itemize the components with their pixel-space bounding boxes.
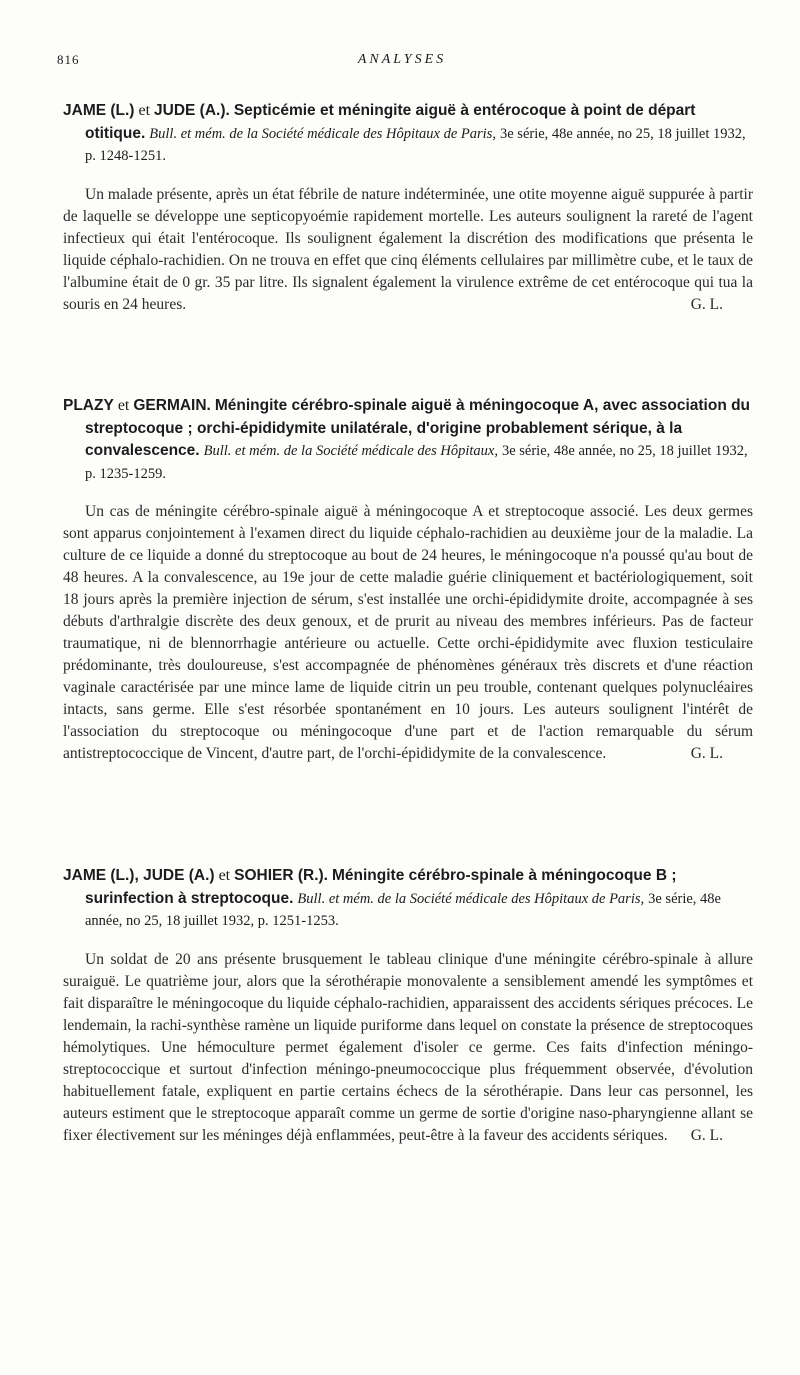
- entry-conjunction: et: [138, 102, 151, 119]
- entry-authors: PLAZY: [63, 397, 114, 414]
- abstract-entry: [63, 395, 753, 765]
- page-number: 816: [57, 52, 80, 67]
- abstract-entry: [63, 865, 753, 1147]
- entry-abstract: [63, 184, 753, 316]
- entry-authors-second: GERMAIN.: [133, 397, 211, 414]
- entry-heading: [63, 865, 753, 933]
- entry-title: Méningite cérébro-spinale à méningocoque B ; surinfection à streptocoque.: [85, 867, 677, 907]
- entry-signature: G. L.: [690, 295, 723, 313]
- entry-authors: JAME (L.): [63, 102, 135, 119]
- entry-title: Méningite cérébro-spinale aiguë à méningocoque A, avec association du streptocoque ; orchi-épididymite unilatérale, d'origine probablement sérique, à la convalescence.: [85, 397, 751, 459]
- entry-heading: [63, 395, 753, 485]
- running-title: ANALYSES: [357, 52, 447, 67]
- abstract-text: Un soldat de 20 ans présente brusquement le tableau clinique d'une méningite cérébro-spinale à allure suraiguë. Le quatrième jour, alors que la sérothérapie monovalente a sensiblement amendé les symptômes et fait disparaître le méningocoque du liquide céphalo-rachidien, apparaissent des accidents sériques précoces. Le lendemain, la rachi-synthèse ramène un liquide puriforme dans lequel on constate la présence de streptocoques hémolytiques. Une hémoculture permet également d'isoler ce germe. Ces faits d'infection méningo-streptococcique et surtout d'infection méningo-pneumococcique plus fréquemment observée, d'évolution habituellement fatale, expliquent en partie certains échecs de la sérothérapie. Dans leur cas personnel, les auteurs estiment que le streptocoque apparaît comme un germe de sortie d'origine naso-pharyngienne allant se fixer électivement sur les méninges déjà enflammées, peut-être à la faveur des accidents sériques.: [63, 950, 753, 1144]
- entry-journal: Bull. et mém. de la Société médicale des Hôpitaux,: [203, 443, 498, 459]
- entry-signature: G. L.: [690, 745, 723, 762]
- entry-citation: 3e série, 48e année, no 25, 18 juillet 1932, p. 1251-1253.: [85, 890, 721, 929]
- entry-authors: JAME (L.), JUDE (A.): [63, 867, 215, 884]
- entry-journal: Bull. et mém. de la Société médicale des Hôpitaux de Paris,: [149, 125, 496, 142]
- entry-authors-second: JUDE (A.).: [154, 102, 230, 119]
- entry-signature: G. L.: [690, 1126, 723, 1144]
- entry-citation: 3e série, 48e année, no 25, 18 juillet 1932, p. 1235-1259.: [85, 443, 748, 482]
- entry-title: Septicémie et méningite aiguë à entérocoque à point de départ otitique.: [85, 102, 696, 142]
- entry-heading: [63, 100, 753, 168]
- abstract-text: Un cas de méningite cérébro-spinale aiguë à méningocoque A et streptocoque associé. Les deux germes sont apparus conjointement à l'examen direct du liquide céphalo-rachidien au deuxième jour de la maladie. La culture de ce liquide a donné du streptocoque au bout de 24 heures, le méningocoque n'a poussé qu'au bout de 48 heures. A la convalescence, au 19e jour de cette maladie guérie cliniquement et bactériologiquement, soit 18 jours après la première injection de sérum, s'est installée une orchi-épididymite droite, accompagnée à ses débuts d'arthralgie discrète des deux genoux, et de prurit au niveau des membres inférieurs. Pas de facteur traumatique, ni de blennorrhagie antérieure ou actuelle. Cette orchi-épididymite avec fluxion testiculaire prédominante, très douloureuse, s'est accompagnée de phénomènes généraux très discrets et d'une réaction vaginale caractérisée par une mince lame de liquide citrin un peu trouble, contenant quelques polynucléaires intacts, sans germe. Elle s'est résorbée spontanément en 10 jours. Les auteurs soulignent l'intérêt de l'association du streptocoque ou méningocoque d'une part et de l'action remarquable du sérum antistreptococcique de Vincent, d'autre part, de l'orchi-épididymite de la convalescence.: [63, 503, 753, 762]
- entry-abstract: [63, 501, 753, 765]
- entry-citation: 3e série, 48e année, no 25, 18 juillet 1932, p. 1248-1251.: [85, 125, 746, 164]
- page-header: [57, 52, 747, 74]
- entry-conjunction: et: [117, 397, 130, 414]
- entry-authors-second: SOHIER (R.).: [234, 867, 328, 884]
- entry-journal: Bull. et mém. de la Société médicale des Hôpitaux de Paris,: [297, 890, 645, 907]
- abstract-entry: [63, 100, 753, 316]
- entry-conjunction: et: [218, 867, 231, 884]
- entry-abstract: [63, 949, 753, 1147]
- abstract-text: Un malade présente, après un état fébrile de nature indéterminée, une otite moyenne aiguë suppurée à partir de laquelle se développe une septicopyoémie rapidement mortelle. Les auteurs soulignent la rareté de l'agent infectieux qui était l'entérocoque. Ils soulignent également la discrétion des modifications que présenta le liquide céphalo-rachidien. On ne trouva en effet que cinq éléments cellulaires par millimètre cube, et le taux de l'albumine était de 0 gr. 35 par litre. Ils signalent également la virulence extrême de cet entérocoque qui tua la souris en 24 heures.: [63, 185, 753, 313]
